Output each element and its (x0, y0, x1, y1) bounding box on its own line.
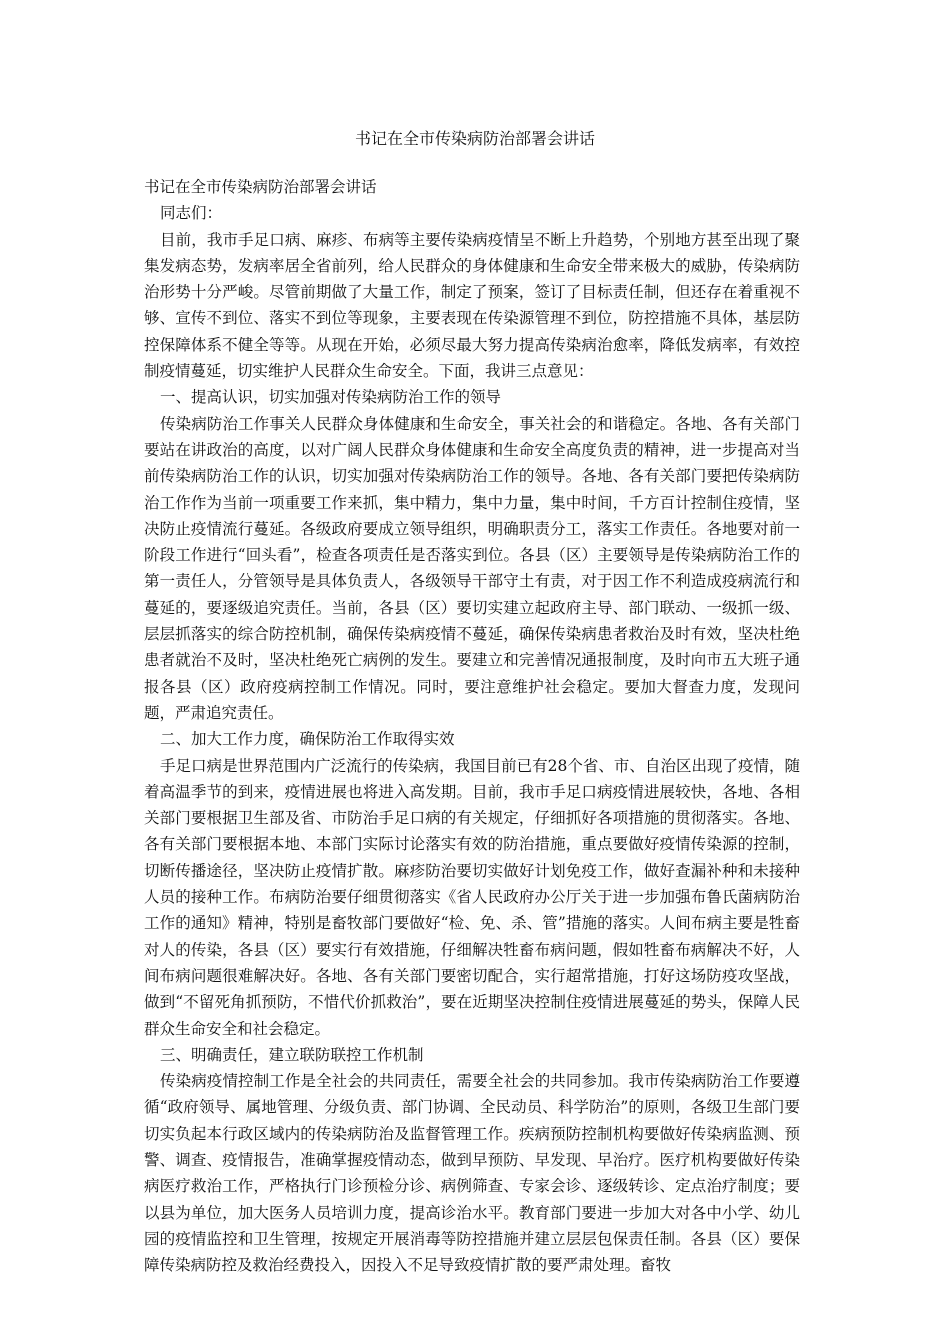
section-heading-1: 一、提高认识，切实加强对传染病防治工作的领导 (160, 388, 502, 407)
salutation: 同志们： (160, 204, 223, 223)
body-heading: 书记在全市传染病防治部署会讲话 (144, 178, 377, 196)
section-heading-3: 三、明确责任，建立联防联控工作机制 (160, 1045, 424, 1064)
section-heading-2: 二、加大工作力度，确保防治工作取得实效 (160, 730, 455, 749)
section-paragraph-1: 传染病防治工作事关人民群众身体健康和生命安全，事关社会的和谐稳定。各地、各有关部门要站在讲政治的高度，以对广阔人民群众身体健康和生命安全高度负责的精神，进一步提高对当前传染病防治工作的认识，切实加强对传染病防治工作的领导。各地、各有关部门要把传染病防治工作作为当前一项重要工作来抓，集中精力，集中力量，集中时间，千方百计控制住疫情，坚决防止疫情流行蔓延。各级政府要成立领导组织，明确职责分工，落实工作责任。各地要对前一阶段工作进行“回头看”，检查各项责任是否落实到位。各县（区）主要领导是传染病防治工作的第一责任人，分管领导是具体负责人，各级领导干部守土有责，对于因工作不利造成疫病流行和蔓延的，要逐级追究责任。当前，各县（区）要切实建立起政府主导、部门联动、一级抓一级、层层抓落实的综合防控机制，确保传染病疫情不蔓延，确保传染病患者救治及时有效，坚决杜绝患者就治不及时，坚决杜绝死亡病例的发生。要建立和完善情况通报制度，及时向市五大班子通报各县（区）政府疫病控制工作情况。同时，要注意维护社会稳定。要加大督查力度，发现问题，严肃追究责任。 (144, 414, 800, 722)
document-body (144, 174, 800, 1278)
section-paragraph-3: 传染病疫情控制工作是全社会的共同责任，需要全社会的共同参加。我市传染病防治工作要遵循“政府领导、属地管理、分级负责、部门协调、全民动员、科学防治”的原则，各级卫生部门要切实负起本行政区域内的传染病防治及监督管理工作。疾病预防控制机构要做好传染病监测、预警、调查、疫情报告，准确掌握疫情动态，做到早预防、早发现、早治疗。医疗机构要做好传染病医疗救治工作，严格执行门诊预检分诊、病例筛查、专家会诊、逐级转诊、定点治疗制度；要以县为单位，加大医务人员培训力度，提高诊治水平。教育部门要进一步加大对各中小学、幼儿园的疫情监控和卫生管理，按规定开展消毒等防控措施并建立层层包保责任制。各县（区）要保障传染病防控及救治经费投入，因投入不足导致疫情扩散的要严肃处理。畜牧 (144, 1072, 800, 1275)
section-paragraph-2: 手足口病是世界范围内广泛流行的传染病，我国目前已有28个省、市、自治区出现了疫情，随着高温季节的到来，疫情进展也将进入高发期。目前，我市手足口病疫情进展较快，各地、各相关部门要根据卫生部及省、市防治手足口病的有关规定，仔细抓好各项措施的贯彻落实。各地、各有关部门要根据本地、本部门实际讨论落实有效的防治措施，重点要做好疫情传染源的控制，切断传播途径，坚决防止疫情扩散。麻疹防治要切实做好计划免疫工作，做好查漏补种和未接种人员的接种工作。布病防治要仔细贯彻落实《省人民政府办公厅关于进一步加强布鲁氏菌病防治工作的通知》精神，特别是畜牧部门要做好“检、免、杀、管”措施的落实。人间布病主要是牲畜对人的传染，各县（区）要实行有效措施，仔细解决牲畜布病问题，假如牲畜布病解决不好，人间布病问题很难解决好。各地、各有关部门要密切配合，实行超常措施，打好这场防疫攻坚战，做到“不留死角抓预防，不惜代价抓救治”，要在近期坚决控制住疫情进展蔓延的势头，保障人民群众生命安全和社会稳定。 (144, 756, 800, 1038)
intro-paragraph: 目前，我市手足口病、麻疹、布病等主要传染病疫情呈不断上升趋势，个别地方甚至出现了聚集发病态势，发病率居全省前列，给人民群众的身体健康和生命安全带来极大的威胁，传染病防治形势十分严峻。尽管前期做了大量工作，制定了预案，签订了目标责任制，但还存在着重视不够、宣传不到位、落实不到位等现象，主要表现在传染源管理不到位，防控措施不具体，基层防控保障体系不健全等等。从现在开始，必须尽最大努力提高传染病治愈率，降低发病率，有效控制疫情蔓延，切实维护人民群众生命安全。下面，我讲三点意见： (144, 230, 800, 381)
document-title: 书记在全市传染病防治部署会讲话 (354, 129, 595, 148)
